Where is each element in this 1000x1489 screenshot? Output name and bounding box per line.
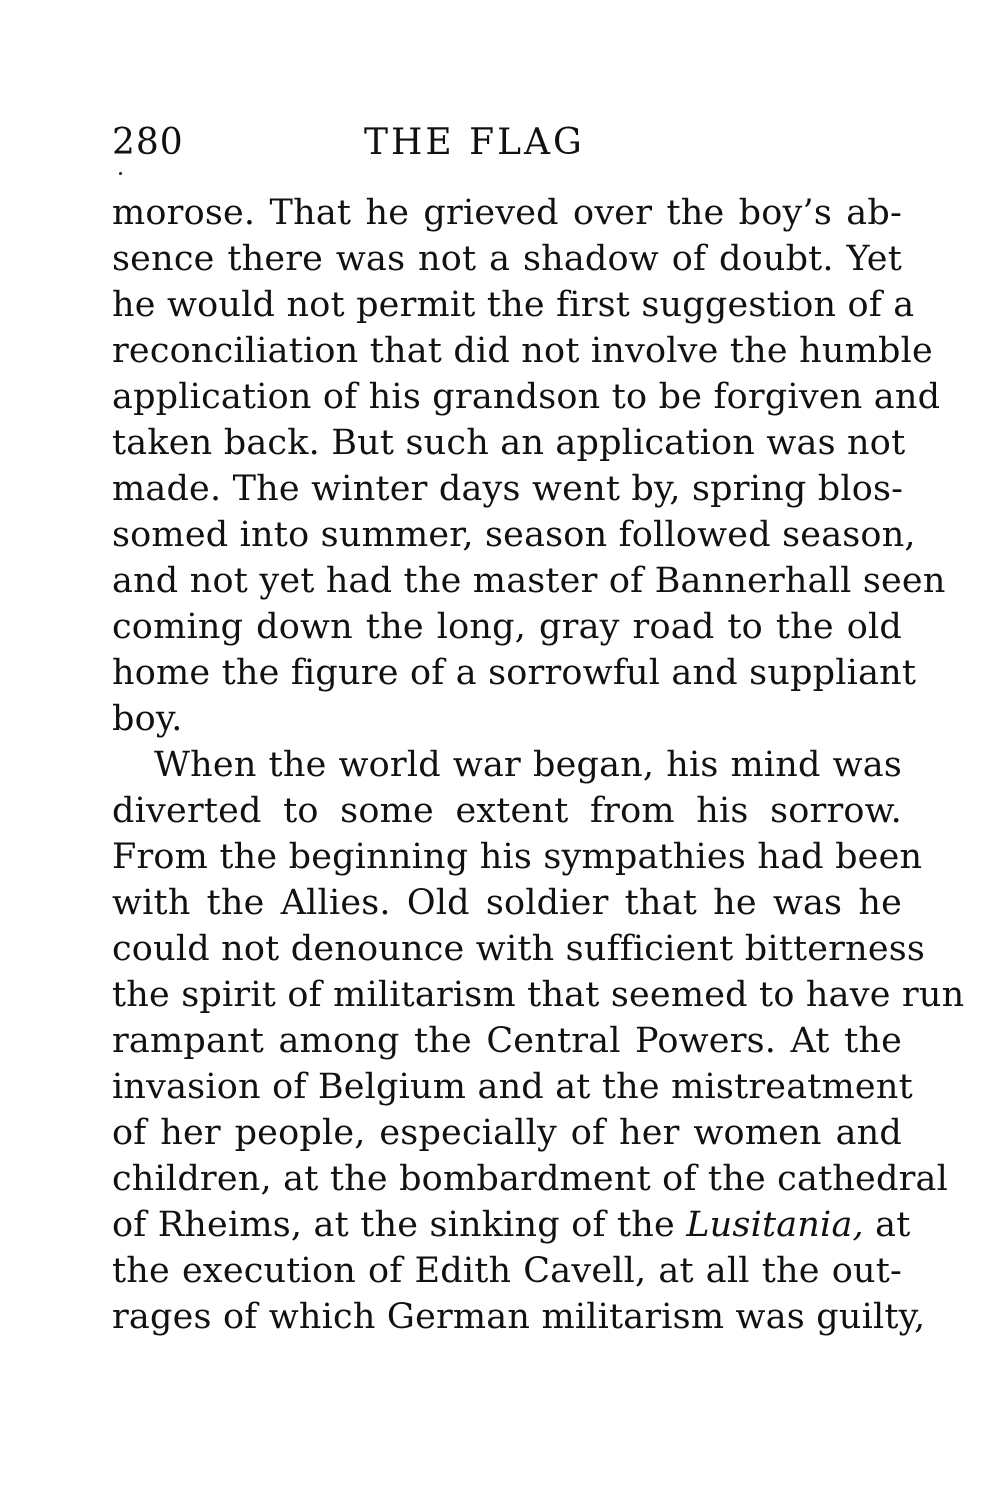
paragraph-1 [112, 190, 946, 742]
text-line: morose. That he grieved over the boy’s ab- [112, 193, 902, 233]
text-line: rages of which German militarism was guilty, [112, 1297, 926, 1337]
text-line: application of his grandson to be forgiven and [112, 377, 941, 417]
text-line: boy. [112, 699, 183, 739]
text-line: the execution of Edith Cavell, at all the out- [112, 1251, 902, 1291]
text-line: reconciliation that did not involve the humble [112, 331, 933, 371]
paragraph-2 [112, 742, 965, 1340]
text-line: taken back. But such an application was not [112, 423, 906, 463]
text-line: invasion of Belgium and at the mistreatment [112, 1067, 913, 1107]
text-line: and not yet had the master of Bannerhall seen [112, 561, 946, 601]
body-text [112, 190, 965, 1340]
text-line: with the Allies. Old soldier that he was he [112, 883, 902, 923]
page-number: 280 [112, 122, 184, 163]
text-line: of her people, especially of her women and [112, 1113, 902, 1153]
text-line: the spirit of militarism that seemed to have run [112, 975, 965, 1015]
text-line: made. The winter days went by, spring blos- [112, 469, 904, 509]
text-line-with-italic [112, 1202, 911, 1248]
ink-speck [119, 172, 122, 175]
text-line: diverted to some extent from his sorrow. [112, 791, 902, 831]
running-head: THE FLAG [364, 122, 585, 163]
text-line: he would not permit the first suggestion of a [112, 285, 915, 325]
text-line: From the beginning his sympathies had been [112, 837, 923, 877]
text-line: home the figure of a sorrowful and suppliant [112, 653, 917, 693]
text-line: somed into summer, season followed season, [112, 515, 916, 555]
text-line: When the world war began, his mind was [154, 745, 902, 785]
text-segment: at [863, 1205, 911, 1245]
text-line: children, at the bombardment of the cathedral [112, 1159, 948, 1199]
text-segment: of Rheims, at the sinking of the [112, 1205, 687, 1245]
text-line: sence there was not a shadow of doubt. Yet [112, 239, 902, 279]
text-line: rampant among the Central Powers. At the [112, 1021, 902, 1061]
text-line: coming down the long, gray road to the old [112, 607, 902, 647]
page-header [112, 118, 902, 168]
ship-name-italic: Lusitania, [686, 1205, 864, 1245]
text-line: could not denounce with sufficient bitterness [112, 929, 926, 969]
